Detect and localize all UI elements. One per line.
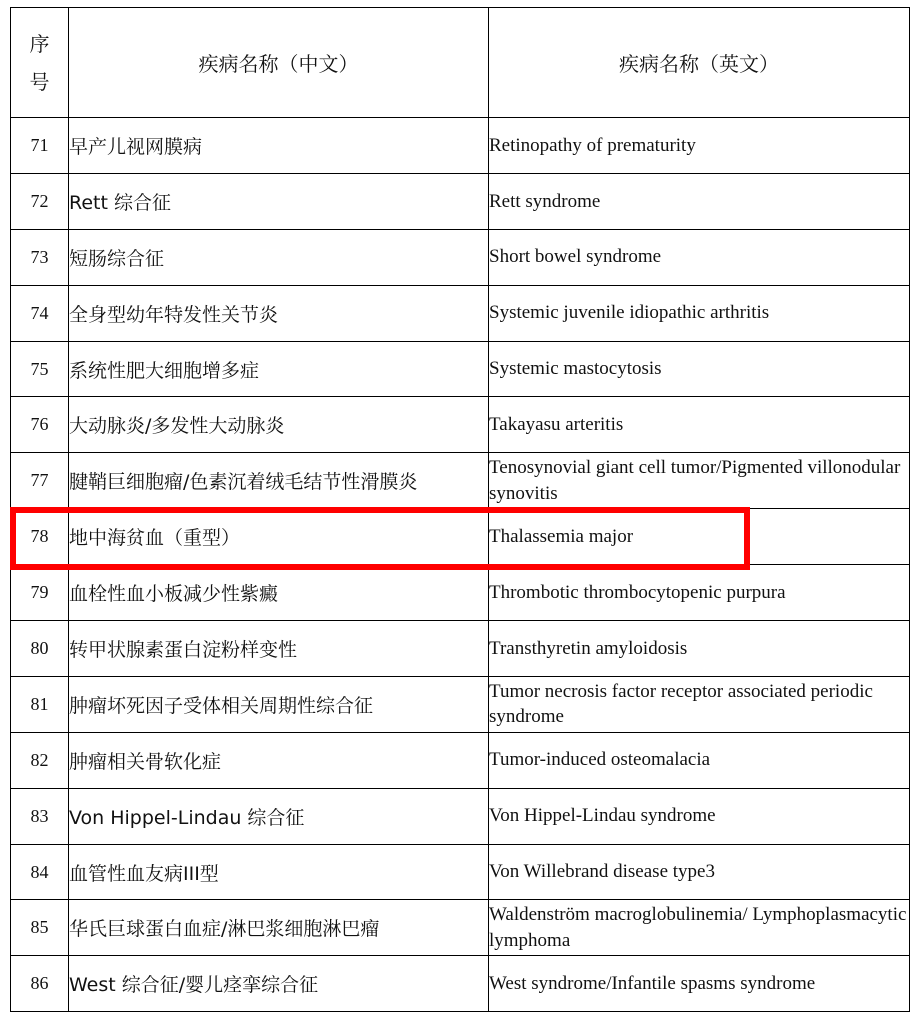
row-number: 79 (11, 565, 69, 621)
table-row (11, 565, 910, 621)
row-number: 86 (11, 956, 69, 1012)
row-name-chinese: Von Hippel-Lindau 综合征 (69, 788, 489, 844)
table-row (11, 173, 910, 229)
header-serial-number (11, 8, 69, 118)
row-name-chinese: Rett 综合征 (69, 173, 489, 229)
row-name-chinese: 血栓性血小板减少性紫癜 (69, 565, 489, 621)
row-number: 85 (11, 900, 69, 956)
row-number: 80 (11, 621, 69, 677)
row-name-english: Systemic mastocytosis (489, 341, 910, 397)
row-number: 84 (11, 844, 69, 900)
row-name-chinese: 全身型幼年特发性关节炎 (69, 285, 489, 341)
row-name-english: Von Hippel-Lindau syndrome (489, 788, 910, 844)
row-name-english: Rett syndrome (489, 173, 910, 229)
row-name-english: Transthyretin amyloidosis (489, 621, 910, 677)
row-name-chinese: 短肠综合征 (69, 229, 489, 285)
table-row (11, 341, 910, 397)
table-row (11, 453, 910, 509)
row-name-english: Short bowel syndrome (489, 229, 910, 285)
row-name-chinese: 系统性肥大细胞增多症 (69, 341, 489, 397)
table-row (11, 732, 910, 788)
table-row (11, 900, 910, 956)
row-name-english: West syndrome/Infantile spasms syndrome (489, 956, 910, 1012)
row-name-english: Tumor-induced osteomalacia (489, 732, 910, 788)
row-name-chinese: 大动脉炎/多发性大动脉炎 (69, 397, 489, 453)
row-name-english: Tenosynovial giant cell tumor/Pigmented villonodular synovitis (489, 453, 910, 509)
row-name-chinese: 转甲状腺素蛋白淀粉样变性 (69, 621, 489, 677)
row-name-english: Tumor necrosis factor receptor associated periodic syndrome (489, 676, 910, 732)
table-row (11, 844, 910, 900)
header-serial-line1: 序 (29, 31, 50, 56)
row-name-english: Thalassemia major (489, 509, 910, 565)
row-name-english: Retinopathy of prematurity (489, 118, 910, 174)
header-disease-name-english: 疾病名称（英文） (489, 8, 910, 118)
table-row (11, 118, 910, 174)
table-row (11, 229, 910, 285)
table-row (11, 285, 910, 341)
row-number: 71 (11, 118, 69, 174)
table-row (11, 621, 910, 677)
disease-table (10, 7, 910, 1012)
table-row (11, 956, 910, 1012)
row-name-english: Von Willebrand disease type3 (489, 844, 910, 900)
row-number: 77 (11, 453, 69, 509)
row-name-chinese: 早产儿视网膜病 (69, 118, 489, 174)
table-header-row (11, 8, 910, 118)
table-row (11, 397, 910, 453)
table-row (11, 676, 910, 732)
table-row-highlighted (11, 509, 910, 565)
row-number: 82 (11, 732, 69, 788)
row-name-chinese: 华氏巨球蛋白血症/淋巴浆细胞淋巴瘤 (69, 900, 489, 956)
row-name-chinese: West 综合征/婴儿痉挛综合征 (69, 956, 489, 1012)
row-number: 78 (11, 509, 69, 565)
row-name-chinese: 地中海贫血（重型） (69, 509, 489, 565)
row-number: 83 (11, 788, 69, 844)
row-number: 81 (11, 676, 69, 732)
row-name-english: Thrombotic thrombocytopenic purpura (489, 565, 910, 621)
row-name-chinese: 血管性血友病III型 (69, 844, 489, 900)
row-name-english: Waldenström macroglobulinemia/ Lymphoplasmacytic lymphoma (489, 900, 910, 956)
row-name-chinese: 肿瘤坏死因子受体相关周期性综合征 (69, 676, 489, 732)
header-serial-line2: 号 (29, 69, 50, 94)
row-number: 75 (11, 341, 69, 397)
table-row (11, 788, 910, 844)
row-name-english: Systemic juvenile idiopathic arthritis (489, 285, 910, 341)
row-name-chinese: 腱鞘巨细胞瘤/色素沉着绒毛结节性滑膜炎 (69, 453, 489, 509)
row-name-chinese: 肿瘤相关骨软化症 (69, 732, 489, 788)
row-number: 73 (11, 229, 69, 285)
header-disease-name-chinese: 疾病名称（中文） (69, 8, 489, 118)
row-number: 72 (11, 173, 69, 229)
row-number: 74 (11, 285, 69, 341)
row-name-english: Takayasu arteritis (489, 397, 910, 453)
row-number: 76 (11, 397, 69, 453)
